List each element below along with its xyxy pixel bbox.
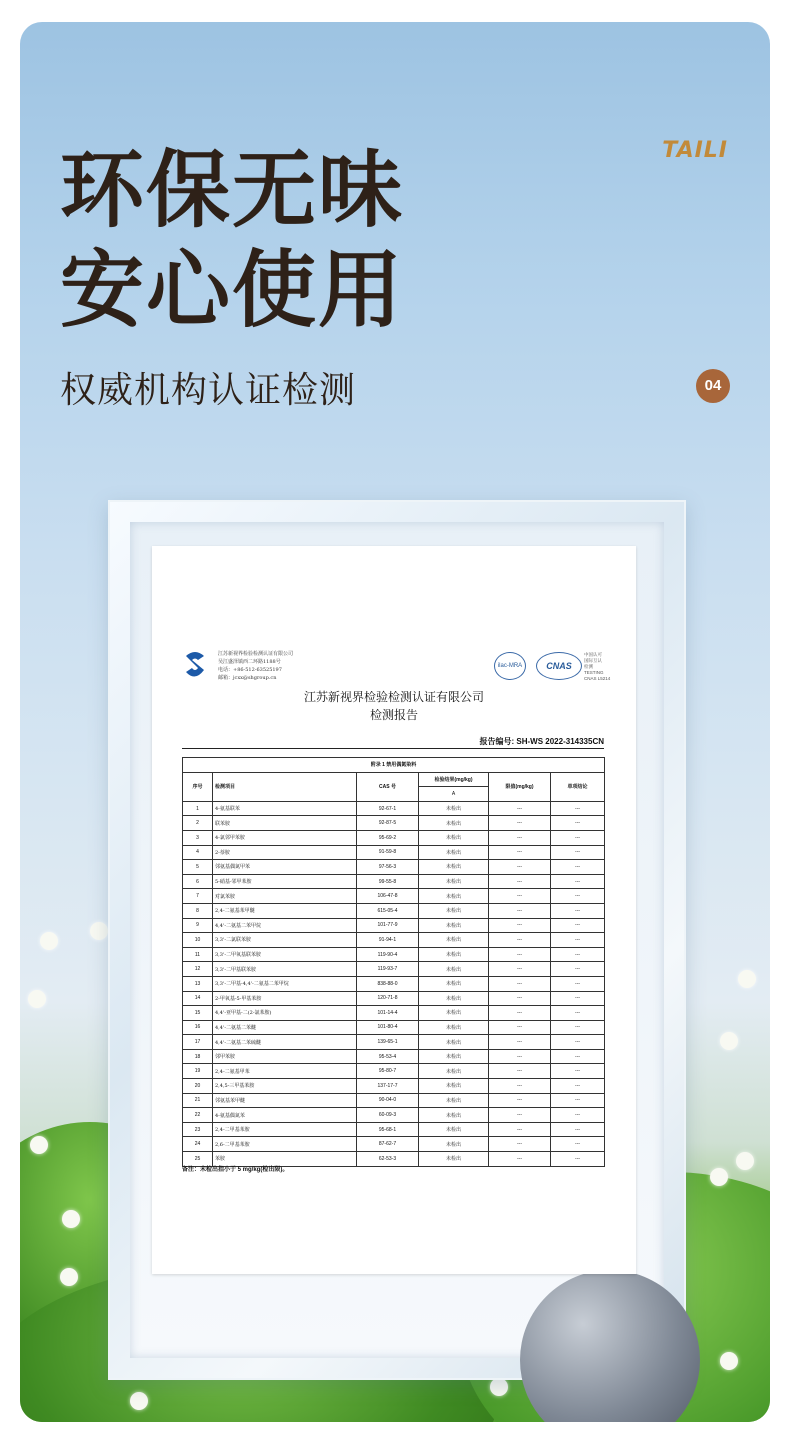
cnas-text-line: 国际互认 [584,658,602,663]
table-row [183,816,605,831]
cell-limit: --- [489,860,551,875]
cell-limit: --- [489,947,551,962]
cell-limit: --- [489,889,551,904]
cell-seq: 13 [183,976,213,991]
cell-item: 苯胺 [213,1152,357,1167]
cell-item: 邻氨基苯甲醚 [213,1093,357,1108]
cnas-text-line: 检测 [584,664,593,669]
cell-cas: 95-80-7 [357,1064,419,1079]
cell-conclusion: --- [551,903,605,918]
cell-limit: --- [489,903,551,918]
table-row [183,918,605,933]
cell-conclusion: --- [551,860,605,875]
cell-cas: 92-87-5 [357,816,419,831]
cell-limit: --- [489,1108,551,1123]
cell-result: 未检出 [419,845,489,860]
cell-limit: --- [489,1152,551,1167]
cell-seq: 25 [183,1152,213,1167]
cell-conclusion: --- [551,816,605,831]
company-address: 吴江盛泽镇西二环路1188号 [218,659,281,665]
cell-seq: 14 [183,991,213,1006]
cell-result: 未检出 [419,1006,489,1021]
cell-seq: 12 [183,962,213,977]
cell-limit: --- [489,976,551,991]
cell-result: 未检出 [419,816,489,831]
table-row [183,1137,605,1152]
cell-conclusion: --- [551,845,605,860]
cell-result: 未检出 [419,918,489,933]
cell-cas: 91-94-1 [357,933,419,948]
results-table [182,757,605,1167]
cell-limit: --- [489,1122,551,1137]
header-seq: 序号 [183,772,213,801]
cell-item: 4,4'-二氨基二苯醚 [213,1020,357,1035]
flower-decoration [130,1392,148,1410]
cell-cas: 106-47-8 [357,889,419,904]
header-item: 检测项目 [213,772,357,801]
header-cas: CAS 号 [357,772,419,801]
cell-item: 对氯苯胺 [213,889,357,904]
cell-cas: 97-56-3 [357,860,419,875]
header-limit: 限值(mg/kg) [489,772,551,801]
cell-result: 未检出 [419,1020,489,1035]
cell-item: 2,6-二甲基苯胺 [213,1137,357,1152]
table-row [183,903,605,918]
cell-seq: 24 [183,1137,213,1152]
cell-conclusion: --- [551,1049,605,1064]
cell-limit: --- [489,918,551,933]
cell-result: 未检出 [419,1064,489,1079]
cell-seq: 10 [183,933,213,948]
cell-conclusion: --- [551,976,605,991]
cell-conclusion: --- [551,874,605,889]
cell-result: 未检出 [419,1079,489,1094]
cell-seq: 3 [183,830,213,845]
cell-conclusion: --- [551,918,605,933]
cell-limit: --- [489,874,551,889]
cell-cas: 119-90-4 [357,947,419,962]
cell-item: 2-萘胺 [213,845,357,860]
cell-result: 未检出 [419,1049,489,1064]
flower-decoration [30,1136,48,1154]
cell-conclusion: --- [551,933,605,948]
flower-decoration [28,990,46,1008]
cell-seq: 22 [183,1108,213,1123]
cell-seq: 18 [183,1049,213,1064]
cell-item: 4,4'-二氨基二苯甲烷 [213,918,357,933]
cell-conclusion: --- [551,1035,605,1050]
cell-seq: 8 [183,903,213,918]
cnas-text-line: CNAS L5214 [584,676,611,681]
cell-seq: 21 [183,1093,213,1108]
table-row [183,860,605,875]
table-row [183,933,605,948]
cell-limit: --- [489,1035,551,1050]
cell-result: 未检出 [419,860,489,875]
ilac-mra-logo: ilac-MRA [494,652,526,680]
cell-limit: --- [489,1093,551,1108]
cell-result: 未检出 [419,801,489,816]
cnas-text-line: 中国认可 [584,652,602,657]
cell-conclusion: --- [551,889,605,904]
cell-result: 未检出 [419,976,489,991]
document-subtitle: 检测报告 [369,708,418,722]
cell-limit: --- [489,816,551,831]
table-row [183,1108,605,1123]
table-row [183,1079,605,1094]
cell-result: 未检出 [419,962,489,977]
cell-item: 邻氨基偶氮甲苯 [213,860,357,875]
section-number-badge: 04 [696,369,730,403]
cell-conclusion: --- [551,1122,605,1137]
cell-result: 未检出 [419,903,489,918]
flower-decoration [40,932,58,950]
cell-seq: 6 [183,874,213,889]
cell-cas: 838-88-0 [357,976,419,991]
table-row [183,1035,605,1050]
cell-limit: --- [489,1064,551,1079]
report-number: 报告编号: SH-WS 2022-314335CN [479,737,604,746]
cell-cas: 139-65-1 [357,1035,419,1050]
table-row [183,962,605,977]
cell-seq: 17 [183,1035,213,1050]
cell-limit: --- [489,1079,551,1094]
table-row [183,845,605,860]
cell-seq: 16 [183,1020,213,1035]
flower-decoration [90,922,108,940]
cell-cas: 87-62-7 [357,1137,419,1152]
company-logo-icon [182,650,208,680]
cell-cas: 62-53-3 [357,1152,419,1167]
cell-limit: --- [489,933,551,948]
cell-item: 4,4'-二氨基二苯硫醚 [213,1035,357,1050]
header-conclusion: 单项结论 [551,772,605,801]
cell-cas: 101-14-4 [357,1006,419,1021]
cell-item: 4,4'-亚甲基-二(2-氯苯胺) [213,1006,357,1021]
flower-decoration [710,1168,728,1186]
cell-conclusion: --- [551,1108,605,1123]
table-row [183,801,605,816]
document-company-title: 江苏新视界检验检测认证有限公司 [303,690,484,704]
cell-cas: 99-55-8 [357,874,419,889]
cell-result: 未检出 [419,1137,489,1152]
cell-item: 3,3'-二甲基联苯胺 [213,962,357,977]
header-rule [182,748,604,749]
cell-item: 3,3'-二氯联苯胺 [213,933,357,948]
header-result: 检验结果(mg/kg) [419,772,489,787]
cell-item: 4-氨基联苯 [213,801,357,816]
cell-seq: 5 [183,860,213,875]
cell-item: 2,4-二甲基苯胺 [213,1122,357,1137]
cell-conclusion: --- [551,1093,605,1108]
cell-item: 5-硝基-邻甲苯胺 [213,874,357,889]
cell-conclusion: --- [551,962,605,977]
test-report-document [152,546,636,1274]
cell-result: 未检出 [419,991,489,1006]
cell-cas: 120-71-8 [357,991,419,1006]
cell-conclusion: --- [551,1137,605,1152]
cell-seq: 20 [183,1079,213,1094]
cell-seq: 19 [183,1064,213,1079]
cell-cas: 90-04-0 [357,1093,419,1108]
header-result-sample: A [419,787,489,802]
report-note: 备注：未检出指小于 5 mg/kg(检出限)。 [182,1167,289,1173]
table-row [183,889,605,904]
headline-line-1: 环保无味 [60,141,405,239]
table-row [183,991,605,1006]
cell-cas: 95-53-4 [357,1049,419,1064]
table-row [183,1064,605,1079]
cell-limit: --- [489,1006,551,1021]
table-row [183,976,605,991]
cell-conclusion: --- [551,801,605,816]
cell-seq: 9 [183,918,213,933]
flower-decoration [736,1152,754,1170]
cell-result: 未检出 [419,1152,489,1167]
flower-decoration [490,1378,508,1396]
table-row [183,874,605,889]
cell-result: 未检出 [419,889,489,904]
table-row [183,1093,605,1108]
cell-result: 未检出 [419,1108,489,1123]
brand-logo: TAILI [662,138,728,163]
flower-decoration [720,1352,738,1370]
company-info [218,650,293,682]
cell-limit: --- [489,1137,551,1152]
table-caption: 附录 1 禁用偶氮染料 [183,758,605,773]
cnas-text [584,652,610,682]
cell-limit: --- [489,830,551,845]
cell-item: 2,4,5-三甲基苯胺 [213,1079,357,1094]
flower-decoration [60,1268,78,1286]
cell-cas: 101-77-9 [357,918,419,933]
headline [60,140,404,340]
cell-conclusion: --- [551,1064,605,1079]
cell-cas: 60-09-3 [357,1108,419,1123]
table-row [183,947,605,962]
cell-item: 2,4-二氨基苯甲醚 [213,903,357,918]
cell-limit: --- [489,1020,551,1035]
cnas-text-line: TESTING [584,670,604,675]
cell-cas: 95-69-2 [357,830,419,845]
cell-cas: 119-93-7 [357,962,419,977]
cell-seq: 23 [183,1122,213,1137]
table-row [183,1122,605,1137]
cell-seq: 4 [183,845,213,860]
cell-limit: --- [489,1049,551,1064]
cell-seq: 15 [183,1006,213,1021]
cell-limit: --- [489,962,551,977]
cell-result: 未检出 [419,1035,489,1050]
table-row [183,1006,605,1021]
cell-item: 邻甲苯胺 [213,1049,357,1064]
cell-conclusion: --- [551,1006,605,1021]
cell-conclusion: --- [551,1152,605,1167]
cell-conclusion: --- [551,991,605,1006]
company-name-small: 江苏新视界检验检测认证有限公司 [218,651,294,657]
cell-conclusion: --- [551,1020,605,1035]
cell-cas: 615-05-4 [357,903,419,918]
cell-result: 未检出 [419,830,489,845]
cell-seq: 1 [183,801,213,816]
cell-seq: 7 [183,889,213,904]
cell-item: 联苯胺 [213,816,357,831]
cell-result: 未检出 [419,874,489,889]
subheadline: 权威机构认证检测 [60,370,357,411]
cell-result: 未检出 [419,947,489,962]
cell-result: 未检出 [419,933,489,948]
cell-seq: 11 [183,947,213,962]
cell-limit: --- [489,991,551,1006]
cell-item: 3,3'-二甲基-4,4'-二氨基二苯甲烷 [213,976,357,991]
cell-item: 4-氨基偶氮苯 [213,1108,357,1123]
company-phone: 电话：+86-512-63525197 [218,667,282,673]
cell-result: 未检出 [419,1122,489,1137]
cell-conclusion: --- [551,1079,605,1094]
cell-limit: --- [489,845,551,860]
table-row [183,830,605,845]
cell-item: 4-氯邻甲苯胺 [213,830,357,845]
cnas-logo: CNAS [536,652,582,680]
cell-item: 2,4-二氨基甲苯 [213,1064,357,1079]
cell-result: 未检出 [419,1093,489,1108]
headline-line-2: 安心使用 [60,241,405,339]
cell-limit: --- [489,801,551,816]
cell-conclusion: --- [551,947,605,962]
table-row [183,1049,605,1064]
cell-cas: 137-17-7 [357,1079,419,1094]
cell-seq: 2 [183,816,213,831]
flower-decoration [738,970,756,988]
document-title [152,688,636,724]
cell-item: 2-甲氧基-5-甲基苯胺 [213,991,357,1006]
table-row [183,1020,605,1035]
cell-item: 3,3'-二甲氧基联苯胺 [213,947,357,962]
cell-cas: 95-68-1 [357,1122,419,1137]
flower-decoration [62,1210,80,1228]
cell-conclusion: --- [551,830,605,845]
flower-decoration [720,1032,738,1050]
company-email: 邮箱：jcxx@shgroup.cn [218,675,277,681]
cell-cas: 91-59-8 [357,845,419,860]
cell-cas: 101-80-4 [357,1020,419,1035]
cell-cas: 92-67-1 [357,801,419,816]
